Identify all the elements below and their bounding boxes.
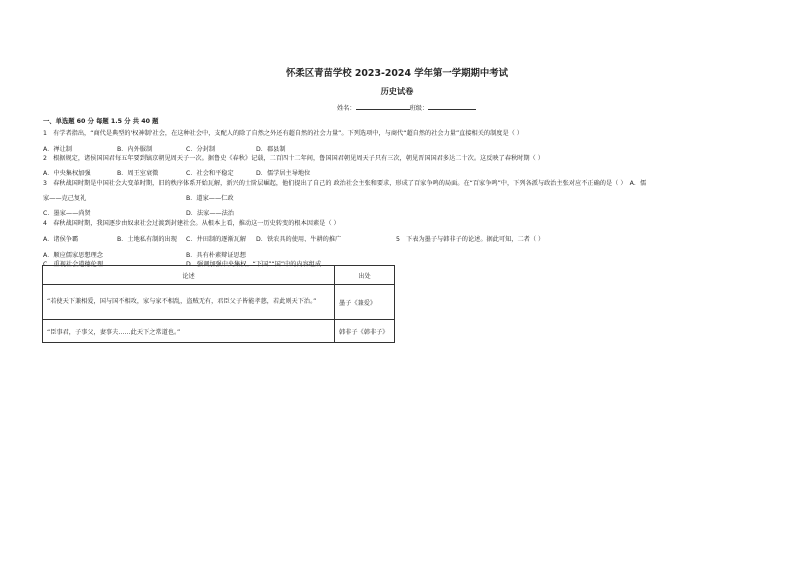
question-1-option-d: D．郡县制: [256, 146, 286, 153]
question-1-stem: 1 有学者指出，“商代是典型的'权神制'社会，在这种社会中，支配人的除了自然之外还有超自然的社会力量”。下列选项中，与商代“超自然的社会力量”直接相关的制度是（ ）: [43, 130, 523, 137]
table-row: [43, 320, 395, 343]
question-3-stem: 3 春秋战国时期是中国社会大变革时期，旧的秩序体系开始瓦解，新兴的士阶层崛起，他们提出了自己的 政治社会主张和要求，形成了百家争鸣的局面。在“百家争鸣”中，下列各派与政治主张对应不正确的是（ ） A．儒: [43, 180, 647, 187]
question-4-option-b: B．土地私有制的出现: [117, 236, 177, 243]
question-2-option-c: C．社会和平稳定: [186, 170, 234, 177]
table-header-row: [43, 266, 395, 285]
quotation-table: [42, 265, 395, 343]
table-cell-source: 墨子《兼爱》: [335, 285, 395, 320]
question-3-option-a-cont: 家——克己复礼: [43, 195, 87, 202]
name-class-line: [337, 103, 476, 113]
question-2-option-a: A．中央集权加强: [43, 170, 91, 177]
exam-title: 怀柔区青苗学校 2023-2024 学年第一学期期中考试: [286, 68, 508, 79]
question-1-option-a: A．禅让制: [43, 146, 72, 153]
table-header-statement: 论述: [43, 266, 335, 285]
question-5-option-a: A．顺应儒家思想理念: [43, 252, 103, 259]
question-5-option-b: B．具有朴素辩证思想: [186, 252, 246, 259]
question-4-option-c: C．井田制的逐渐瓦解: [186, 236, 247, 243]
question-4-option-a: A．诸侯争霸: [43, 236, 79, 243]
exam-subtitle: 历史试卷: [380, 86, 414, 96]
question-3-option-d: D．法家——法治: [186, 210, 235, 217]
question-3-option-b: B．道家——仁政: [186, 195, 234, 202]
question-2-stem: 2 根据规定，诸侯国国君每五年要到镐京朝见周天子一次。据鲁史《春秋》记载，二百四十二年间，鲁国国君朝见周天子只有三次，朝见晋国国君多达二十次。这反映了春秋时期（ ）: [43, 155, 544, 162]
table-row: [43, 285, 395, 320]
question-4-option-d: D．铁农具的使用、牛耕的推广: [256, 236, 342, 243]
question-3-option-c: C．墨家——尚贤: [43, 210, 91, 217]
table-header-source: 出处: [335, 266, 395, 285]
row1-statement-text: “若使天下兼相爱，国与国不相攻，家与家不相乱，盗贼无有，君臣父子皆能孝慈，若此则天下治。”: [47, 298, 317, 305]
question-5-option-d: D．强调加强中央集权、“下国”“国”中的内容组成: [186, 261, 322, 268]
question-5-stem: 5 下表为墨子与韩非子的论述。据此可知，二者（ ）: [396, 236, 545, 243]
question-1-option-b: B．内外服制: [117, 146, 153, 153]
table-cell-statement: [43, 285, 335, 320]
question-2-option-b: B．周王室衰微: [117, 170, 159, 177]
name-label: 姓名：: [337, 105, 356, 112]
section-heading: 一、单选题 60 分 每题 1.5 分 共 40 题: [43, 118, 159, 125]
question-1-option-c: C．分封制: [186, 146, 216, 153]
name-blank: [356, 103, 410, 110]
table-cell-statement: “臣事君，子事父，妻事夫……此天下之常道也。”: [43, 320, 335, 343]
class-label: 班级：: [409, 105, 429, 112]
class-blank: [428, 103, 476, 110]
question-2-option-d: D．儒学居主导地位: [256, 170, 311, 177]
question-4-stem: 4 春秋战国时期，我国逐步由奴隶社会过渡到封建社会。从根本上看，推动这一历史转变的根本因素是（ ）: [43, 220, 340, 227]
question-5-option-c: C．重视社会道德伦理: [43, 261, 104, 268]
table-cell-source: 韩非子《韩非子》: [335, 320, 395, 343]
